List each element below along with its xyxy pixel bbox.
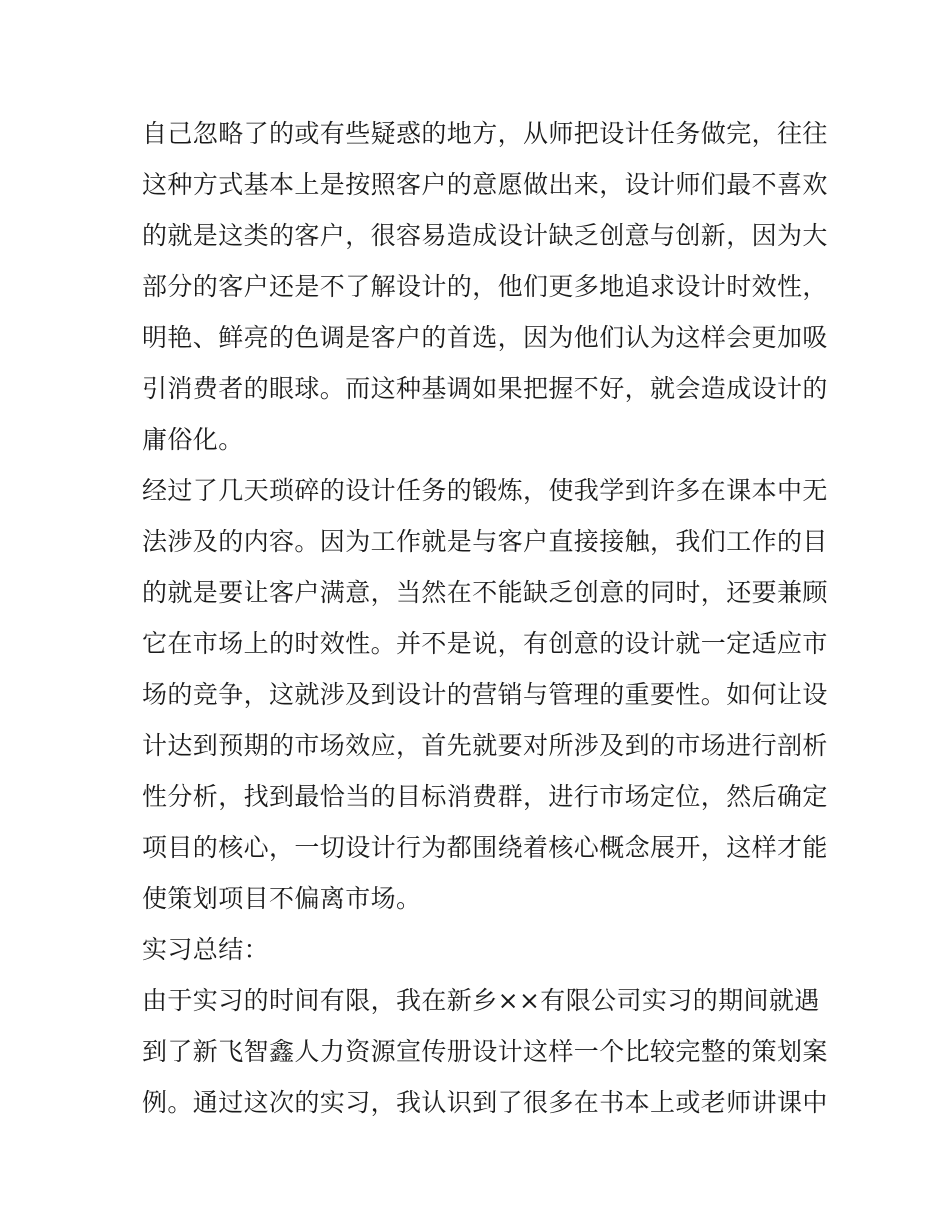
section-heading: 实习总结：	[142, 935, 270, 964]
text-line: 性分析，找到最恰当的目标消费群，进行市场定位，然后确定	[142, 782, 828, 811]
text-line: 项目的核心，一切设计行为都围绕着核心概念展开，这样才能	[142, 833, 828, 862]
text-line: 使策划项目不偏离市场。	[142, 884, 422, 913]
text-line: 法涉及的内容。因为工作就是与客户直接接触，我们工作的目	[142, 527, 828, 556]
text-line: 这种方式基本上是按照客户的意愿做出来，设计师们最不喜欢	[142, 170, 828, 199]
text-line: 的就是这类的客户，很容易造成设计缺乏创意与创新，因为大	[142, 221, 828, 250]
text-line: 它在市场上的时效性。并不是说，有创意的设计就一定适应市	[142, 629, 828, 658]
text-line: 庸俗化。	[142, 425, 244, 454]
text-line: 的就是要让客户满意，当然在不能缺乏创意的同时，还要兼顾	[142, 578, 828, 607]
text-line: 场的竞争，这就涉及到设计的营销与管理的重要性。如何让设	[142, 680, 828, 709]
text-line: 例。通过这次的实习，我认识到了很多在书本上或老师讲课中	[142, 1088, 828, 1117]
text-line: 计达到预期的市场效应，首先就要对所涉及到的市场进行剖析	[142, 731, 828, 760]
text-line: 到了新飞智鑫人力资源宣传册设计这样一个比较完整的策划案	[142, 1037, 828, 1066]
text-line: 由于实习的时间有限，我在新乡××有限公司实习的期间就遇	[142, 986, 820, 1015]
text-line: 部分的客户还是不了解设计的，他们更多地追求设计时效性，	[142, 272, 828, 301]
text-line: 自己忽略了的或有些疑惑的地方，从师把设计任务做完，往往	[142, 119, 828, 148]
document-body	[142, 108, 828, 1128]
text-line: 经过了几天琐碎的设计任务的锻炼，使我学到许多在课本中无	[142, 476, 828, 505]
text-line: 明艳、鲜亮的色调是客户的首选，因为他们认为这样会更加吸	[142, 323, 828, 352]
text-line: 引消费者的眼球。而这种基调如果把握不好，就会造成设计的	[142, 374, 828, 403]
